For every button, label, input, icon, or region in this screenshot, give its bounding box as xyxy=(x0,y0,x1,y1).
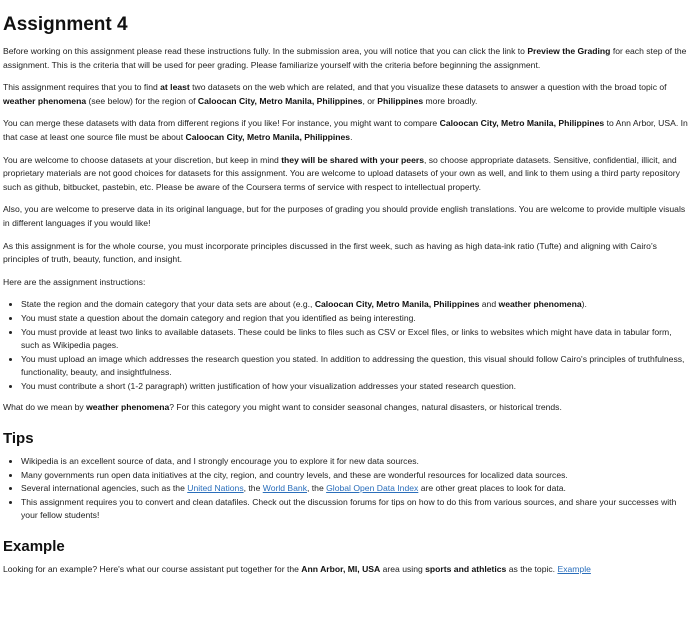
tips-list xyxy=(3,455,691,523)
example-paragraph: Looking for an example? Here's what our course assistant put together for the Ann Arbor, MI, USA area using sports and athletics as the topic. Example xyxy=(3,564,591,575)
intro-paragraph-language: Also, you are welcome to preserve data in its original language, but for the purposes of grading you should provide english translations. You are welcome to provide multiple visuals in different languages if you would like! xyxy=(3,204,686,228)
world-bank-link[interactable]: World Bank xyxy=(262,483,307,494)
instruction-item: • State the region and the domain category that your data sets are about (e.g., Caloocan City, Metro Manila, Philippines and weather phenomena). xyxy=(21,298,691,312)
instruction-item: • You must state a question about the domain category and region that you identified as being interesting. xyxy=(21,312,691,326)
intro-paragraph-merge: You can merge these datasets with data from different regions if you like! For instance, you might want to compare Caloocan City, Metro Manila, Philippines to Ann Arbor, USA. In that case at least one source file must be about Caloocan City, Metro Manila, Philippines. xyxy=(3,118,688,142)
tip-item: • Wikipedia is an excellent source of data, and I strongly encourage you to explore it for new data sources. xyxy=(21,455,691,469)
instructions-list xyxy=(3,298,691,393)
instruction-item: • You must contribute a short (1-2 paragraph) written justification of how your visualization addresses your stated research question. xyxy=(21,380,691,394)
intro-paragraph-preview: Before working on this assignment please read these instructions fully. In the submission area, you will notice that you can click the link to Preview the Grading for each step of the assignment. This is the criteria that will be used for peer grading. Please familiarize yourself with the criteria before beginning the assignment. xyxy=(3,46,687,70)
intro-paragraph-datasets: You are welcome to choose datasets at your discretion, but keep in mind they will be shared with your peers, so choose appropriate datasets. Sensitive, confidential, illicit, and proprietary materials are not good choices for datasets for this assignment. You are welcome to upload datasets of your own as well, and link to them using a third party repository such as github, bitbucket, pastebin, etc. Please be aware of the Coursera terms of service with respect to intellectual property. xyxy=(3,154,680,192)
example-heading: Example xyxy=(3,538,65,556)
instructions-lead: Here are the assignment instructions: xyxy=(3,276,146,287)
tips-heading: Tips xyxy=(3,430,34,448)
phenomena-paragraph: What do we mean by weather phenomena? For this category you might want to consider seasonal changes, natural disasters, or historical trends. xyxy=(3,402,562,413)
instruction-item: • You must provide at least two links to available datasets. These could be links to files such as CSV or Excel files, or links to websites which might have data in tabular form, such as Wikipedia pages. xyxy=(21,326,691,353)
tip-item: • Several international agencies, such as the United Nations, the World Bank, the Global Open Data Index are other great places to look for data. xyxy=(21,482,691,496)
example-link[interactable]: Example xyxy=(557,564,591,575)
tip-item: • This assignment requires you to convert and clean datafiles. Check out the discussion forums for tips on how to do this from various sources, and share your successes with your fellow students! xyxy=(21,496,691,523)
intro-paragraph-principles: As this assignment is for the whole course, you must incorporate principles discussed in the first week, such as having as high data-ink ratio (Tufte) and aligning with Cairo’s principles of truth, beauty, function, and insight. xyxy=(3,240,657,265)
global-open-data-index-link[interactable]: Global Open Data Index xyxy=(326,483,419,494)
intro-paragraph-requirements: This assignment requires that you to find at least two datasets on the web which are related, and that you visualize these datasets to answer a question with the broad topic of weather phenomena (see below) for the region of Caloocan City, Metro Manila, Philippines, or Philippines more broadly. xyxy=(3,82,667,106)
tip-item: • Many governments run open data initiatives at the city, region, and country levels, and these are wonderful resources for localized data sources. xyxy=(21,469,691,483)
instruction-item: • You must upload an image which addresses the research question you stated. In addition to addressing the question, this visual should follow Cairo's principles of truthfulness, functionality, beauty, and insightfulness. xyxy=(21,353,691,380)
united-nations-link[interactable]: United Nations xyxy=(187,483,244,494)
page-title: Assignment 4 xyxy=(3,14,128,35)
